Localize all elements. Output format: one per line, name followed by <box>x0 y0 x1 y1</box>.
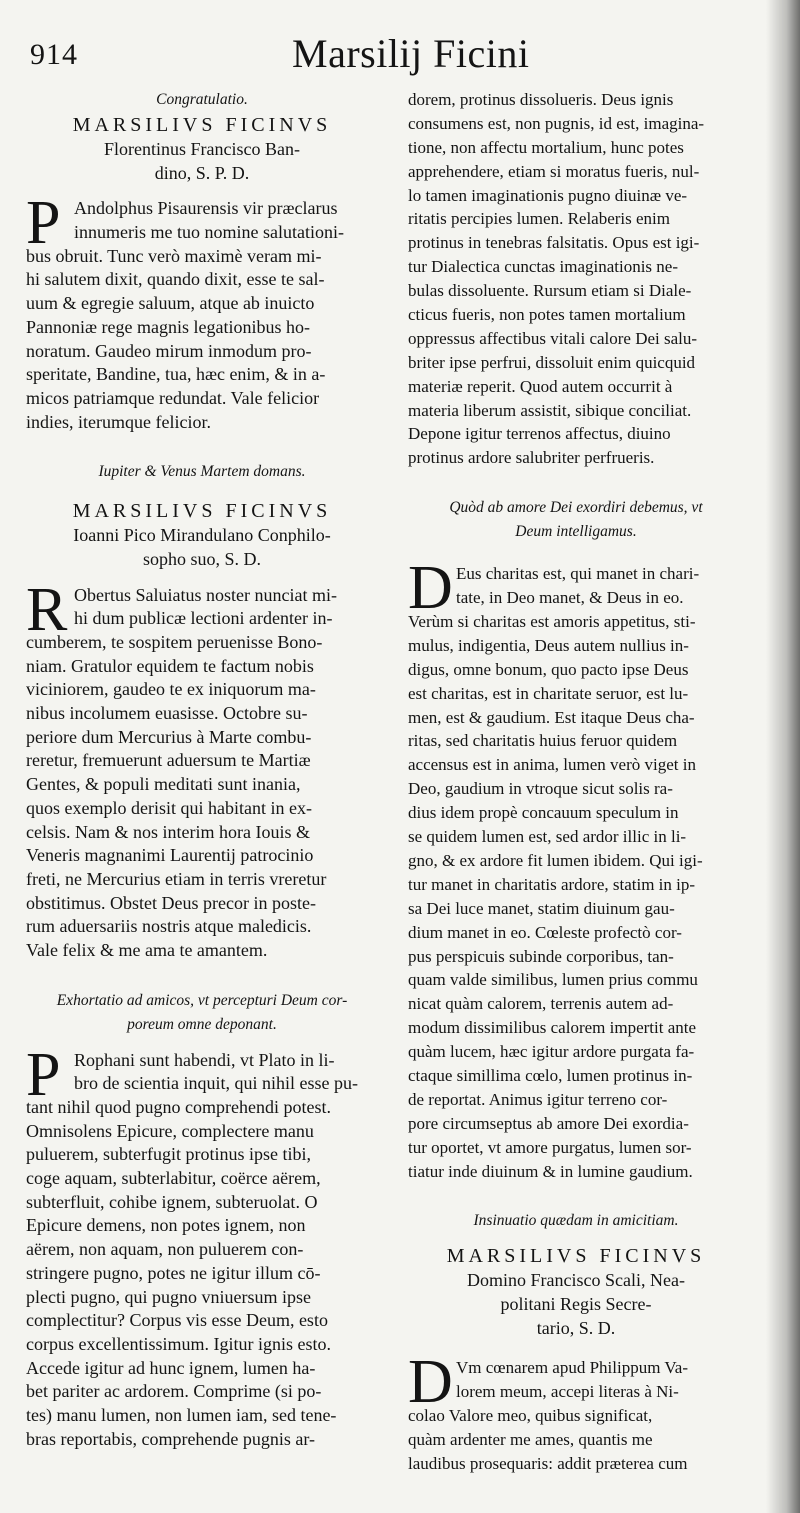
text-line: oppressus affectibus vitali calore Dei salu- <box>408 328 698 348</box>
text-line: stringere pugno, potes ne igitur illum cō- <box>26 1262 321 1283</box>
text-line: quàm lucem, hæc igitur ardore purgata fa- <box>408 1042 695 1062</box>
letter-3-caption-line: poreum omne deponant. <box>127 1015 277 1033</box>
text-line: pore circumseptus ab amore Dei exordia- <box>408 1113 689 1133</box>
text-line: rum aduersariis nostris atque maledicis. <box>26 916 312 937</box>
letter-2-address-line: sopho suo, S. D. <box>142 548 262 569</box>
text-line: bulas dissoluente. Rursum etiam si Diale- <box>408 281 692 301</box>
text-line: modum dissimilibus calorem impertit ante <box>408 1018 697 1038</box>
text-line: niam. Gratulor equidem te factum nobis <box>26 655 314 676</box>
text-line: dius idem propè concauum speculum in <box>408 803 679 823</box>
letter-5-caption: Insinuatio quædam in amicitiam. <box>473 1212 679 1230</box>
text-line: ritatis percipies lumen. Relaberis enim <box>408 209 671 229</box>
letter-5-address-line: tario, S. D. <box>536 1317 616 1338</box>
text-line: colao Valore meo, quibus significat, <box>408 1406 653 1426</box>
text-line: periore dum Mercurius à Marte combu- <box>26 726 312 747</box>
text-line: micos patriamque redundat. Vale felicior <box>26 387 320 408</box>
letter-1-author: MARSILIVS FICINVS <box>72 114 332 136</box>
text-line: dium manet in eo. Cœleste profectò cor- <box>408 922 682 942</box>
letter-2-body <box>26 575 378 963</box>
text-line: Gentes, & populi meditati sunt inania, <box>26 774 301 795</box>
text-line: Vale felix & me ama te amantem. <box>26 939 268 960</box>
letter-4-body <box>408 554 744 1183</box>
page-edge-shadow <box>766 0 800 1513</box>
text-line: tant nihil quod pugno comprehendi potest. <box>26 1097 331 1117</box>
text-line: consumens est, non pugnis, id est, imagina- <box>408 113 705 133</box>
running-head: Marsilij Ficini <box>292 31 530 76</box>
letter-2-address-line: Ioanni Pico Mirandulano Conphilo- <box>73 525 331 546</box>
text-line: Veneris magnanimi Laurentij patrocinio <box>26 845 314 866</box>
continuation-text <box>408 88 744 470</box>
text-line: quàm ardenter me ames, quantis me <box>408 1430 653 1450</box>
letter-1-address-line: Florentinus Francisco Ban- <box>104 139 300 159</box>
text-line: sa Dei luce manet, statim diuinum gau- <box>408 898 675 918</box>
text-line: innumeris me tuo nomine salutationi- <box>74 222 344 243</box>
letter-2-caption: Iupiter & Venus Martem domans. <box>98 463 306 481</box>
text-line: bras reportabis, comprehende pugnis ar- <box>26 1428 316 1449</box>
text-line: Accede igitur ad hunc ignem, lumen ha- <box>26 1357 316 1378</box>
letter-1-caption: Congratulatio. <box>156 91 248 108</box>
text-line: quos exemplo derisit qui habitant in ex- <box>26 797 312 818</box>
right-column <box>408 88 744 1476</box>
left-column <box>26 88 378 1451</box>
text-line: se quidem lumen est, sed ardor illic in li- <box>408 827 687 847</box>
text-line: Epicure demens, non potes ignem, non <box>26 1215 306 1236</box>
text-line: hi dum publicæ lectioni ardenter in- <box>74 608 333 629</box>
text-line: freti, ne Mercurius etiam in terris vreretur <box>26 868 327 889</box>
text-line: speritate, Bandine, tua, hæc enim, & in a- <box>26 364 326 385</box>
text-line: tur Dialectica cunctas imaginationis ne- <box>408 257 679 277</box>
text-line: materiæ reperit. Quod autem occurrit à <box>408 376 673 396</box>
text-line: accensus est in anima, lumen verò viget in <box>408 755 696 775</box>
text-line: cticus fueris, non potes tamen mortalium <box>408 305 686 325</box>
text-line: Obertus Saluiatus noster nunciat mi- <box>74 584 337 605</box>
text-line: Deo, gaudium in vtroque sicut solis ra- <box>408 779 673 799</box>
text-line: de reportat. Animus igitur terreno cor- <box>408 1089 668 1109</box>
letter-1-address-line: dino, S. P. D. <box>154 162 250 183</box>
letter-2-author: MARSILIVS FICINVS <box>72 500 332 523</box>
text-line: nibus incolumem euasisse. Octobre su- <box>26 703 308 724</box>
drop-cap: P <box>26 1040 61 1109</box>
drop-cap: D <box>408 1348 453 1417</box>
text-line: Depone igitur terrenos affectus, diuino <box>408 424 671 444</box>
text-line: pus perspicuis subinde corporibus, tan- <box>408 946 674 966</box>
text-line: obstitimus. Obstet Deus precor in poste- <box>26 892 316 913</box>
text-line: indies, iterumque felicior. <box>26 411 211 432</box>
text-line: dorem, protinus dissolueris. Deus ignis <box>408 90 674 109</box>
letter-5-body <box>408 1348 744 1475</box>
letter-5-author: MARSILIVS FICINVS <box>446 1245 706 1268</box>
text-line: Pannoniæ rege magnis legationibus ho- <box>26 316 310 337</box>
text-line: cumberem, te sospitem peruenisse Bono- <box>26 632 323 652</box>
text-line: Vm cœnarem apud Philippum Va- <box>456 1358 688 1378</box>
text-line: mulus, indigentia, Deus autem nullius in- <box>408 635 689 655</box>
letter-4-caption-line: Quòd ab amore Dei exordiri debemus, vt <box>449 499 703 517</box>
letter-5-address-line: Domino Francisco Scali, Nea- <box>467 1270 685 1291</box>
text-line: corpus excellentissimum. Igitur ignis esto. <box>26 1333 331 1354</box>
text-line: tur manet in charitatis ardore, statim in ip- <box>408 874 696 894</box>
drop-cap: D <box>408 554 453 623</box>
text-line: viciniorem, gaudeo te ex iniquorum ma- <box>26 679 316 700</box>
text-line: ritas, sed charitatis huius feruor quidem <box>408 731 678 751</box>
text-line: quam valde similibus, lumen prius commu <box>408 970 698 990</box>
letter-4-caption-line: Deum intelligamus. <box>515 523 637 541</box>
page-number: 914 <box>30 38 78 71</box>
text-line: reretur, fremuerunt aduersum te Martiæ <box>26 750 311 771</box>
text-line: protinus in tenebras falsitatis. Opus est igi- <box>408 233 700 253</box>
text-line: plecti pugno, qui pugno vniuersum ipse <box>26 1286 311 1307</box>
text-line: materia liberum assistit, sibique conciliat. <box>408 400 692 420</box>
text-line: Omnisolens Epicure, complectere manu <box>26 1120 314 1141</box>
text-line: tur oportet, vt amore purgatus, lumen sor- <box>408 1137 692 1157</box>
text-line: briter ipse perfrui, dissoluit enim quicquid <box>408 352 696 372</box>
letter-5-address-line: politani Regis Secre- <box>500 1294 652 1315</box>
text-line: lo tamen imaginationis pugno diuinæ ve- <box>408 185 688 205</box>
text-line: complectitur? Corpus vis esse Deum, esto <box>26 1310 328 1331</box>
text-line: coge aquam, subterlabitur, coërce aërem, <box>26 1168 321 1189</box>
text-line: digus, omne bonum, quo pacto ipse Deus <box>408 659 689 679</box>
text-line: celsis. Nam & nos interim hora Iouis & <box>26 821 310 842</box>
text-line: lorem meum, accepi literas à Ni- <box>456 1382 679 1402</box>
text-line: protinus ardore salubriter perfrueris. <box>408 448 655 468</box>
text-line: bus obruit. Tunc verò maximè veram mi- <box>26 245 322 266</box>
text-line: uum & egregie saluum, atque ab inuicto <box>26 293 315 314</box>
letter-3-caption-line: Exhortatio ad amicos, vt percepturi Deum cor- <box>56 991 348 1009</box>
text-line: gno, & ex ardore fit lumen ibidem. Qui igi- <box>408 850 703 870</box>
text-line: Rophani sunt habendi, vt Plato in li- <box>74 1049 335 1070</box>
text-line: Verùm si charitas est amoris appetitus, sti- <box>408 612 696 632</box>
text-line: subterfluit, cohibe ignem, subteruolat. O <box>26 1191 318 1212</box>
text-line: tione, non affectu mortalium, hunc potes <box>408 137 684 157</box>
text-line: Andolphus Pisaurensis vir præclarus <box>74 198 338 219</box>
text-line: ctaque simillima cœlo, lumen protinus in- <box>408 1065 693 1085</box>
text-line: apprehendere, etiam si moratus fueris, nul- <box>408 161 700 181</box>
drop-cap: R <box>26 575 68 644</box>
text-line: nicat quàm calorem, terrenis autem ad- <box>408 994 674 1014</box>
text-line: noratum. Gaudeo mirum inmodum pro- <box>26 340 312 361</box>
text-line: tiatur inde diuinum & in lumine gaudium. <box>408 1161 693 1181</box>
text-line: bro de scientia inquit, qui nihil esse pu- <box>74 1073 358 1094</box>
text-line: aërem, non aquam, non puluerem con- <box>26 1239 304 1260</box>
text-line: tate, in Deo manet, & Deus in eo. <box>456 588 684 608</box>
text-line: Eus charitas est, qui manet in chari- <box>456 564 700 584</box>
text-line: puluerem, subterfugit protinus ipse tibi, <box>26 1144 311 1165</box>
text-line: est charitas, est in charitate seruor, est lu- <box>408 683 689 703</box>
drop-cap: P <box>26 189 61 258</box>
text-line: laudibus prosequaris: addit præterea cum <box>408 1454 688 1474</box>
text-line: hi salutem dixit, quando dixit, esse te sal- <box>26 269 325 290</box>
letter-3-body <box>26 1040 378 1452</box>
letter-1-body <box>26 189 378 434</box>
text-line: bet pariter ac ardorem. Comprime (si po- <box>26 1381 322 1402</box>
text-line: tes) manu lumen, non lumen iam, sed tene- <box>26 1404 337 1425</box>
text-line: men, est & gaudium. Est itaque Deus cha- <box>408 707 695 727</box>
